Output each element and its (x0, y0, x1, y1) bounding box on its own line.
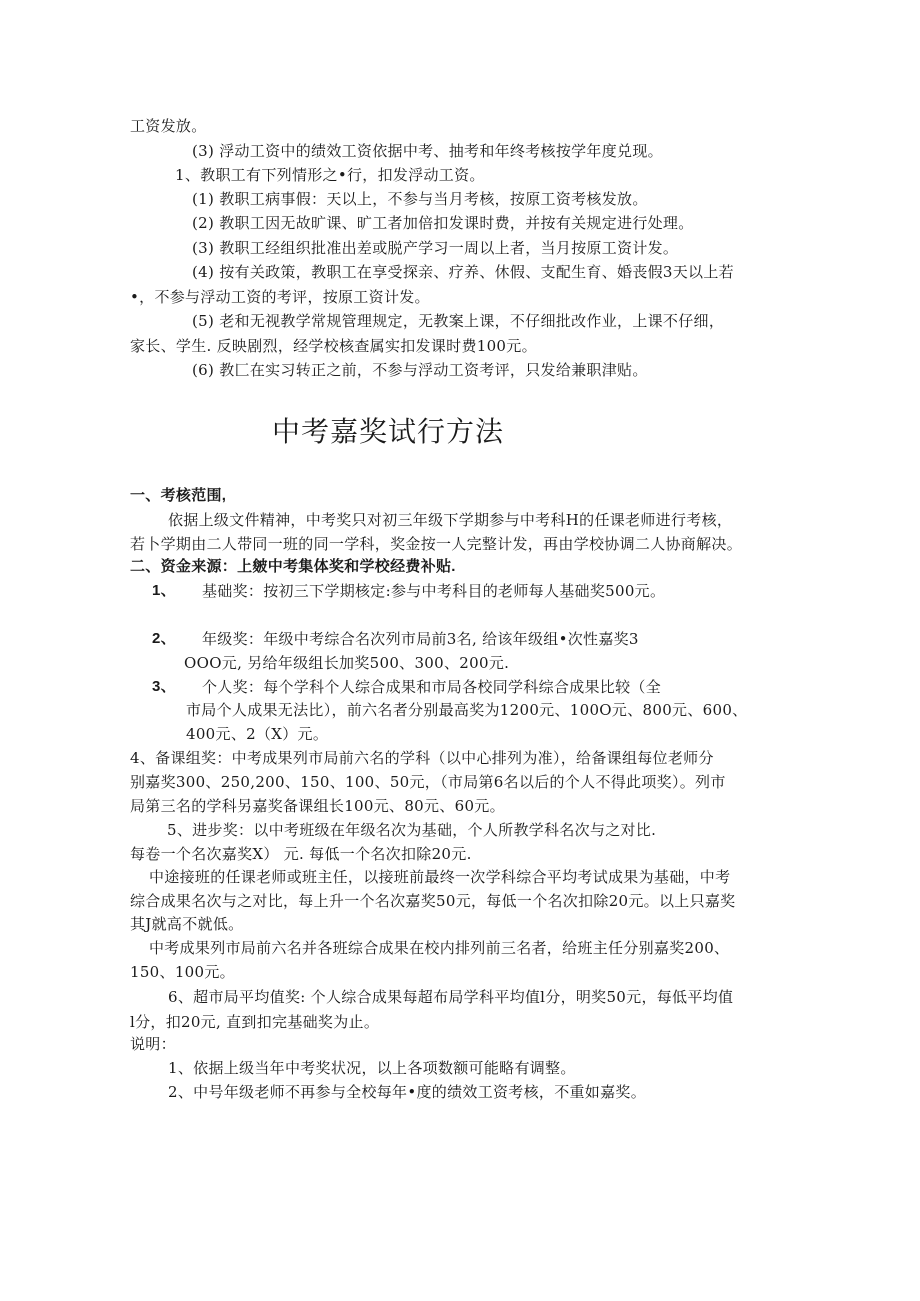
text-line: 其J就高不就低。 (130, 915, 244, 933)
section-title: 中考嘉奖试行方法 (272, 415, 505, 448)
text-line: (5) 老和无视教学常规管理规定，无教案上课，不仔细批改作业，上课不仔细， (192, 312, 725, 330)
text-line: 基础奖：按初三下学期核定:参与中考科目的老师每人基础奖500元。 (202, 582, 666, 600)
text-line: 市局个人成果无法比），前六名者分别最高奖为1200元、100O元、800元、600、 (186, 701, 748, 719)
text-line: 局第三名的学科另嘉奖备课组长100元、80元、60元。 (130, 797, 505, 815)
text-line: 若卜学期由二人带同一班的同一学科，奖金按一人完整计发，再由学校协调二人协商解决。 (130, 535, 743, 553)
text-line: 150、100元。 (130, 963, 235, 981)
text-line: 400元、2（X）元。 (186, 725, 329, 743)
text-line: 工资发放。 (130, 117, 207, 135)
text-line: 家长、学生. 反映剧烈，经学校核查属实扣发课时费100元。 (130, 337, 537, 355)
text-line: 2、中号年级老师不再参与全校每年•度的绩效工资考核，不重如嘉奖。 (168, 1083, 646, 1101)
text-line: 5、进步奖：以中考班级在年级名次为基础，个人所教学科名次与之对比. (167, 821, 657, 839)
text-line: (6) 教匚在实习转正之前，不参与浮动工资考评，只发给兼职津贴。 (192, 361, 648, 379)
text-line: 依据上级文件精神，中考奖只对初三年级下学期参与中考科H的任课老师进行考核， (168, 511, 733, 529)
text-line: 年级奖：年级中考综合名次列市局前3名, 给该年级组•次性嘉奖3 (202, 630, 639, 648)
text-line: 中考成果列市局前六名并各班综合成果在校内排列前三名者，给班主任分别嘉奖200、 (149, 939, 730, 957)
text-line: OOO元, 另给年级组长加奖500、300、200元. (184, 654, 510, 672)
text-line: 说明： (130, 1035, 176, 1053)
text-line: 每卷一个名次嘉奖X） 元. 每低一个名次扣除20元. (130, 845, 472, 863)
text-line: (3) 教职工经组织批准出差或脱产学习一周以上者，当月按原工资计发。 (192, 239, 679, 257)
text-line: 4、备课组奖：中考成果列市局前六名的学科（以中心排列为准），给备课组每位老师分 (130, 749, 714, 767)
text-line: 1、教职工有下列情形之•行，扣发浮动工资。 (175, 166, 485, 184)
section-heading: 二、资金来源：上皴中考集体奖和学校经费补贴. (130, 558, 456, 575)
text-line: 中途接班的任课老师或班主任，以接班前最终一次学科综合平均考试成果为基础，中考 (149, 868, 731, 886)
text-line: (1) 教职工病事假：天以上，不参与当月考核，按原工资考核发放。 (192, 190, 648, 208)
text-line: (2) 教职工因无故旷课、旷工者加倍扣发课时费，并按有关规定进行处理。 (192, 214, 694, 232)
item-number: 1、 (152, 582, 176, 599)
item-number: 3、 (152, 678, 176, 695)
text-line: 1、依据上级当年中考奖状况，以上各项数额可能略有调整。 (168, 1059, 576, 1077)
text-line: •，不参与浮动工资的考评，按原工资计发。 (130, 288, 430, 306)
text-line: (4) 按有关政策，教职工在享受探亲、疗养、休假、支配生育、婚丧假3天以上若 (192, 263, 734, 281)
text-line: 别嘉奖300、250,200、150、100、50元，（市局第6名以后的个人不得此项奖）。列市 (130, 773, 726, 791)
section-heading: 一、考核范围, (130, 487, 227, 504)
text-line: l分，扣20元, 直到扣完基础奖为止。 (130, 1013, 380, 1031)
text-line: 综合成果名次与之对比，每上升一个名次嘉奖50元，每低一个名次扣除20元。以上只嘉奖 (130, 892, 736, 910)
text-line: (3) 浮动工资中的绩效工资依据中考、抽考和年终考核按学年度兑现。 (192, 142, 663, 160)
text-line: 6、超市局平均值奖: 个人综合成果每超布局学科平均值l分，明奖50元，每低平均值 (168, 988, 734, 1006)
item-number: 2、 (152, 630, 176, 647)
text-line: 个人奖：每个学科个人综合成果和市局各校同学科综合成果比较（全 (202, 678, 662, 696)
